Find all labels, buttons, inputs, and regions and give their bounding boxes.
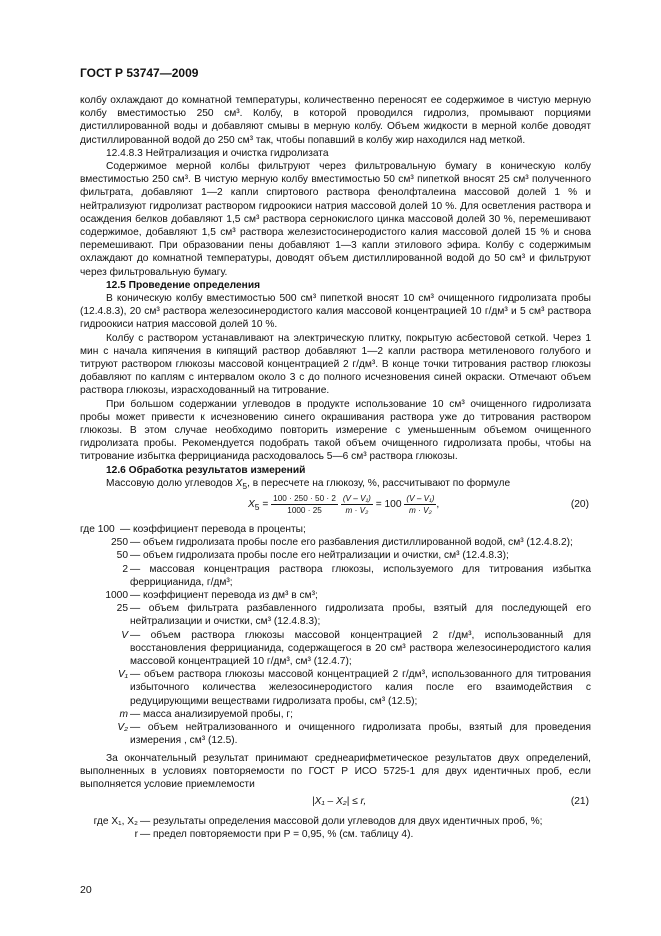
formula-mid: = 100 bbox=[375, 499, 402, 511]
paragraph-4: Колбу с раствором устанавливают на электрическую плитку, покрытую асбестовой сеткой. Через 1 мин с начала кипячения в кипящий раствор добавляют 1—2 капли раствора метиленового голубого и титруют раствором глюкозы массовой концентрацией 2 г/дм³. В конце точки титрования раствор глюкозы добавляют по каплям с интервалом около 3 с до полного исчезновения синей окраски. Отмечают объем раствора глюкозы, израсходованный на титрование. bbox=[80, 332, 591, 397]
fraction-simplified: $\frac{\text{(V – V₁)}}{\text{m · V₂}}$ bbox=[406, 494, 435, 515]
final-definition-item bbox=[80, 828, 591, 841]
definition-symbol: 1000 bbox=[105, 590, 128, 602]
fraction-constants: $\frac{100 \cdot 250 \cdot 50 \cdot 2}{1000 \cdot 25}$ bbox=[273, 494, 336, 515]
definition-symbol: 25 bbox=[116, 603, 128, 615]
definitions-list bbox=[80, 523, 591, 747]
definition-symbol: V bbox=[121, 629, 128, 641]
definition-item bbox=[80, 536, 591, 549]
final-definition-text: — предел повторяемости при P = 0,95, % (см. таблицу 4). bbox=[140, 829, 414, 841]
fraction-variables: $\frac{\text{(V – V₁)}}{\text{m · V₂}}$ bbox=[342, 494, 371, 515]
definition-text: — объем фильтрата разбавленного гидролизата пробы, взятый для последующей его нейтрализации и очистки, см³ (12.4.8.3); bbox=[130, 603, 591, 628]
final-definition-symbol: где X₁, X₂ bbox=[93, 816, 138, 827]
definition-item bbox=[80, 721, 591, 747]
definition-item bbox=[80, 563, 591, 589]
definition-item bbox=[80, 602, 591, 628]
document-header: ГОСТ Р 53747—2009 bbox=[80, 66, 199, 80]
final-definition-symbol: r bbox=[134, 829, 138, 841]
definition-symbol: 50 bbox=[116, 550, 128, 562]
definition-symbol: 2 bbox=[122, 563, 128, 575]
definition-text: — объем гидролизата пробы после его нейтрализации и очистки, см³ (12.4.8.3); bbox=[130, 550, 509, 562]
page-number: 20 bbox=[80, 884, 92, 896]
definition-item bbox=[80, 523, 591, 536]
section-heading-12-6: 12.6 Обработка результатов измерений bbox=[106, 464, 306, 476]
subsection-heading-12-4-8-3: 12.4.8.3 Нейтрализация и очистка гидролизата bbox=[106, 147, 329, 159]
paragraph-2: Содержимое мерной колбы фильтруют через фильтровальную бумагу в коническую колбу вместимостью 250 см³. В чистую мерную колбу вместимостью 50 см³ пипеткой вносят 25 см³ полученного фильтрата, добавляют 1—2 капли спиртового раствора фенолфталеина массовой долей 1 % и нейтрализуют гидролизат раствором гидроокиси натрия массовой долей 10 %. Для осветления раствора и осаждения белков добавляют 1,5 см³ раствора сернокислого цинка массовой долей 30 %, перемешивают содержимое, добавляют 1,5 см³ раствора железистосинеродистого калия массовой долей 15 % и снова перемешивают. При образовании пены добавляют 1—3 капли этилового эфира. Колбу с содержимым охлаждают до комнатной температуры, доводят объем дистиллированной водой до 50 см³ и фильтруют через фильтровальную бумагу. bbox=[80, 161, 591, 278]
paragraph-6-text-a: Массовую долю углеводов bbox=[106, 477, 236, 489]
paragraph-7: За окончательный результат принимают среднеарифметическое результатов двух определений, выполненных в условиях повторяемости по ГОСТ Р ИСО 5725-1 для двух идентичных проб, если выполняется условие приемлемости bbox=[80, 753, 591, 791]
section-heading-12-5: 12.5 Проведение определения bbox=[106, 279, 261, 291]
definition-text: — коэффициент перевода в проценты; bbox=[120, 524, 306, 535]
definition-text: — объем раствора глюкозы массовой концентрацией 2 г/дм³, использованный для восстановления феррицианида, содержащегося в 20 см³ раствора железосинеродистого калия массовой концентрацией 10 г/дм³, см³ (12.4.7); bbox=[130, 629, 591, 668]
formula-number-20: (20) bbox=[570, 499, 589, 510]
definition-symbol: V₁ bbox=[117, 669, 128, 681]
formula-lhs-sub: 5 bbox=[254, 502, 260, 513]
paragraph-1: колбу охлаждают до комнатной температуры, количественно переносят ее содержимое в чистую мерную колбу вместимостью 250 см³. Колбу, в которой проводился гидролиз, промывают порциями дистиллированной воды и добавляют смывы в мерную колбу. Объем жидкости в мерной колбе доводят дистиллированной водой до 250 см³ так, чтобы попавший в колбу жир находился над меткой. bbox=[80, 95, 591, 146]
definition-item bbox=[80, 589, 591, 602]
definition-text: — массовая концентрация раствора глюкозы, используемого для титрования избытка феррицианида, г/дм³; bbox=[130, 563, 591, 588]
definition-text: — объем нейтрализованного и очищенного гидролизата пробы, взятый для проведения измерения , см³ (12.5). bbox=[130, 722, 591, 747]
definition-symbol: V₂ bbox=[117, 722, 128, 734]
final-definitions-list bbox=[80, 815, 591, 841]
definition-item bbox=[80, 668, 591, 708]
formula-21-expr: |X₁ – X₂| ≤ r, bbox=[312, 796, 367, 807]
definition-text: — объем гидролизата пробы после его разбавления дистиллированной водой, см³ (12.4.8.2); bbox=[130, 537, 573, 549]
definition-text: — коэффициент перевода из дм³ в см³; bbox=[130, 590, 318, 602]
definition-symbol: m bbox=[119, 708, 128, 720]
symbol-x: X bbox=[235, 477, 243, 489]
definition-symbol: где 100 bbox=[80, 524, 115, 535]
formula-20: $X_5$ = $\frac{100 \cdot 250 \cdot 50 \cdot 2}{1000 \cdot 25}$ $\frac{\text{(V – V₁)}}{\text{m · V₂}}$ = 100 $\frac{\text{(V – V₁)}}{\text{m · V₂}}$ , (20) bbox=[248, 494, 589, 515]
definition-text: — объем раствора глюкозы массовой концентрацией 2 г/дм³, использованного для титрования избыточного количества железосинеродистого калия после его взаимодействия с редуцирующими веществами гидролизата пробы, см³ (12.5); bbox=[130, 669, 591, 707]
paragraph-3: В коническую колбу вместимостью 500 см³ пипеткой вносят 10 см³ очищенного гидролизата пробы (12.4.8.3), 20 см³ раствора железосинеродистого калия массовой концентрацией 10 г/дм³ и 5 см³ раствора гидроокиси натрия массовой долей 10 %. bbox=[80, 293, 591, 331]
formula-lhs: X bbox=[248, 499, 255, 511]
formula-21 bbox=[80, 794, 591, 812]
final-definition-text: — результаты определения массовой доли углеводов для двух идентичных проб, %; bbox=[140, 816, 543, 827]
definition-item bbox=[80, 549, 591, 562]
formula-eq: = bbox=[262, 499, 269, 511]
paragraph-5: При большом содержании углеводов в продукте использование 10 см³ очищенного гидролизата пробы может привести к исчезновению синего окрашивания раствора уже до титрования раствором глюкозы. В этом случае необходимо повторить измерение с уменьшенным объемом очищенного гидролизата пробы. Рекомендуется подобрать такой объем очищенного гидролизата пробы, чтобы на титрование избытка феррицианида расходовалось 5—6 см³ раствора глюкозы. bbox=[80, 398, 591, 463]
paragraph-6-text-b: , в пересчете на глюкозу, %, рассчитывают по формуле bbox=[247, 477, 511, 489]
symbol-x-subscript: 5 bbox=[242, 480, 248, 491]
body-top bbox=[80, 94, 591, 493]
formula-number-21: (21) bbox=[570, 796, 589, 807]
final-definition-item bbox=[80, 815, 591, 828]
definition-text: — масса анализируемой пробы, г; bbox=[130, 708, 293, 720]
definition-item bbox=[80, 629, 591, 669]
definition-item bbox=[80, 708, 591, 721]
definition-symbol: 250 bbox=[111, 537, 128, 549]
body-bottom bbox=[80, 752, 591, 792]
